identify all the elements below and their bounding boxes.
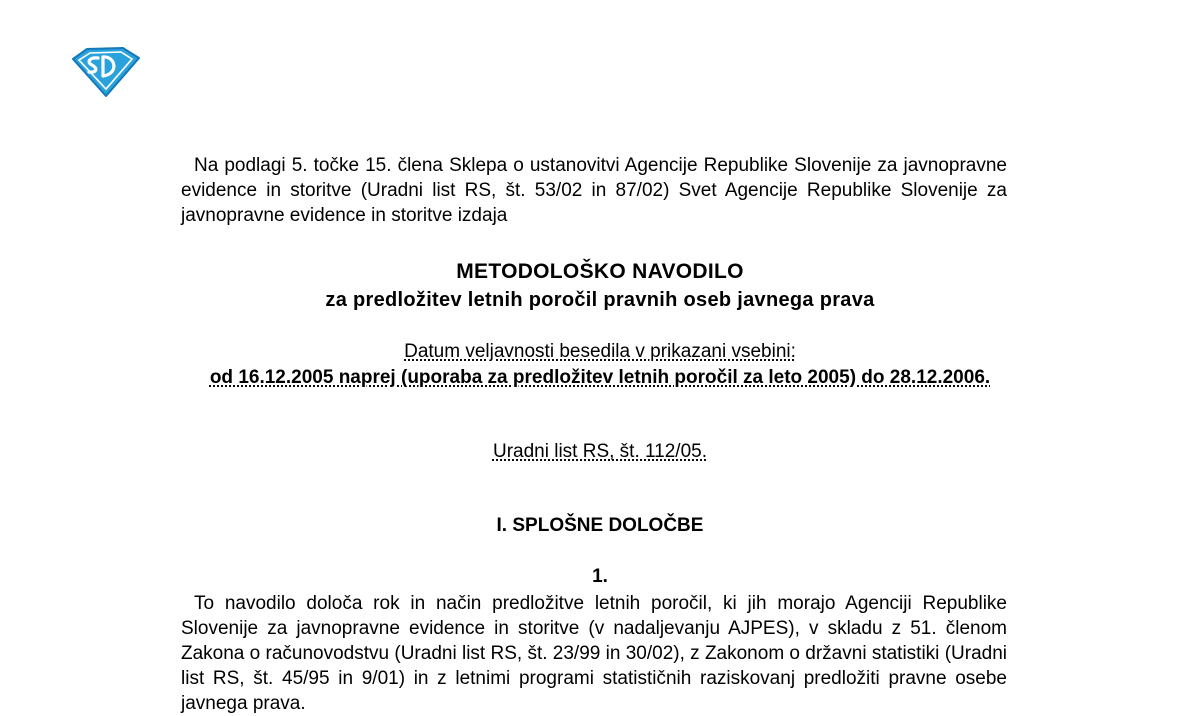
sd-shield-logo-icon — [70, 44, 142, 98]
article-paragraph: To navodilo določa rok in način predložitve letnih poročil, ki jih morajo Agenciji Republike Slovenije za javnopravne evidence in storitve (v nadaljevanju AJPES), v skladu z 51. členom Zakona o računovodstvu (Uradni list RS, št. 23/99 in 30/02), z Zakonom o državni statistiki (Uradni list RS, št. 45/95 in 9/01) in z letnimi programi statističnih raziskovanj predložiti pravne osebe javnega prava. — [181, 593, 1007, 714]
document-title: METODOLOŠKO NAVODILO — [456, 260, 744, 283]
section-heading: I. SPLOŠNE DOLOČBE — [496, 515, 704, 536]
article-number: 1. — [592, 566, 608, 587]
validity-label-link[interactable]: Datum veljavnosti besedila v prikazani vsebini: — [404, 341, 796, 362]
preamble-paragraph: Na podlagi 5. točke 15. člena Sklepa o ustanovitvi Agencije Republike Slovenije za javnopravne evidence in storitve (Uradni list RS, št. 53/02 in 87/02) Svet Agencije Republike Slovenije za javnopravne evidence in storitve izdaja — [181, 155, 1007, 226]
gazette-reference-link[interactable]: Uradni list RS, št. 112/05. — [492, 441, 708, 462]
validity-range-link[interactable]: od 16.12.2005 naprej (uporaba za predložitev letnih poročil za leto 2005) do 28.12.2006. — [209, 367, 991, 388]
document-subtitle: za predložitev letnih poročil pravnih oseb javnega prava — [325, 289, 875, 311]
